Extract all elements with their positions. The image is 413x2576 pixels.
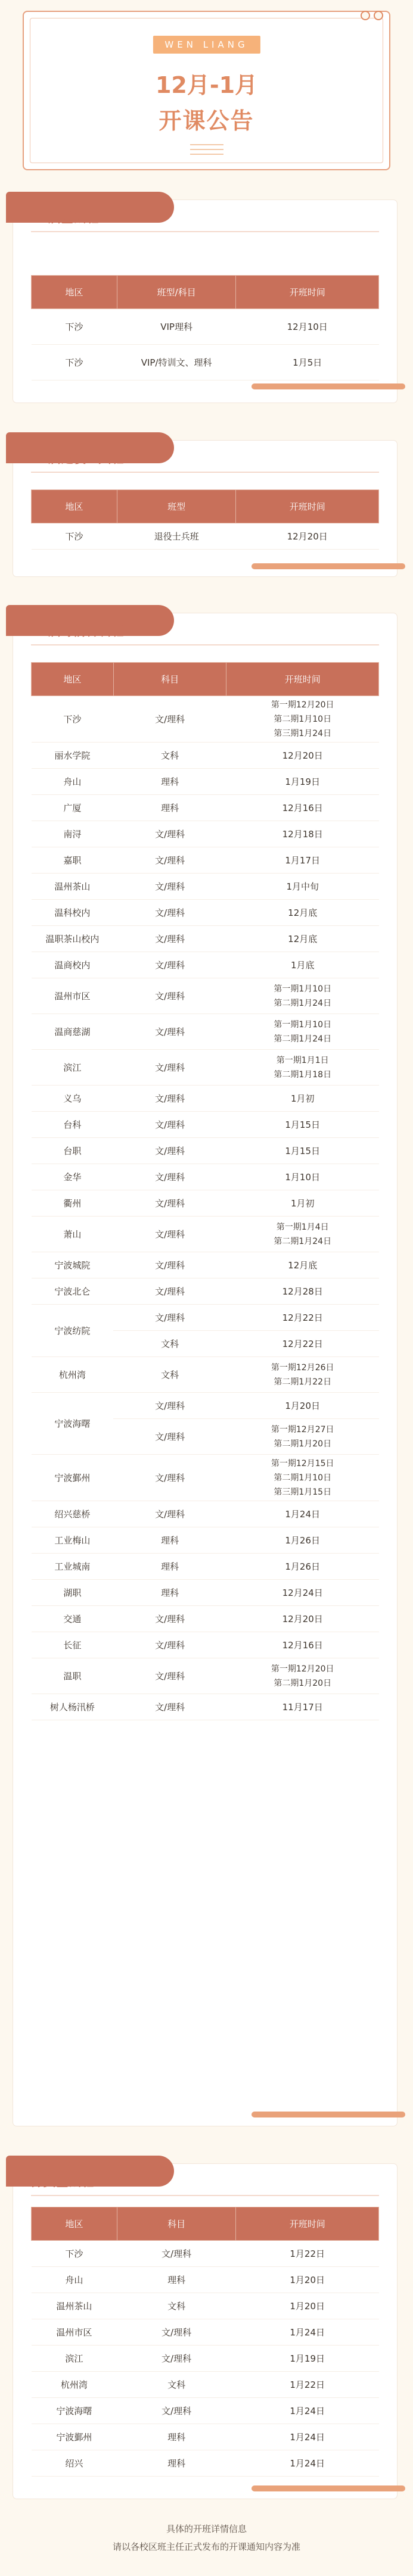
table-row xyxy=(32,2346,379,2372)
area-cell: 萧山 xyxy=(32,1217,114,1252)
area-cell: 下沙 xyxy=(32,696,114,743)
footer-line-1: 具体的开班详情信息 xyxy=(166,2524,247,2534)
area-cell: 丽水学院 xyxy=(32,743,114,769)
section-title: 26届基础班 xyxy=(31,211,99,225)
table-row xyxy=(32,1527,379,1554)
section-divider xyxy=(31,231,379,232)
area-cell: 工业城南 xyxy=(32,1554,114,1580)
date-cell: 1月底 xyxy=(226,952,379,978)
area-cell: 下沙 xyxy=(32,345,117,381)
date-cell: 1月5日 xyxy=(236,345,379,381)
section-divider xyxy=(31,644,379,645)
subject-cell: 文/理科 xyxy=(113,1501,226,1527)
table-header-row xyxy=(32,490,379,523)
area-cell: 宁波北仑 xyxy=(32,1278,114,1305)
section-veteran-26 xyxy=(13,441,397,576)
subject-cell: VIP/特训文、理科 xyxy=(117,345,236,381)
date-cell: 12月底 xyxy=(226,900,379,926)
date-cell: 12月18日 xyxy=(226,821,379,847)
section-bar-decoration xyxy=(251,2485,405,2491)
area-cell: 宁波鄞州 xyxy=(32,1455,114,1501)
area-cell: 绍兴 xyxy=(32,2450,117,2477)
table-row xyxy=(32,696,379,743)
footer-note xyxy=(0,2520,413,2556)
column-header: 班型/科目 xyxy=(117,276,236,309)
area-cell: 南浔 xyxy=(32,821,114,847)
table-row xyxy=(32,769,379,795)
column-header: 地区 xyxy=(32,663,114,696)
area-cell: 宁波纺院 xyxy=(32,1305,114,1357)
section-title: 26届退役士兵班 xyxy=(31,451,124,466)
subject-cell: 文/理科 xyxy=(113,1252,226,1278)
table-row xyxy=(32,1190,379,1217)
date-cell: 1月17日 xyxy=(226,847,379,874)
date-cell: 1月初 xyxy=(226,1086,379,1112)
table-row xyxy=(32,2241,379,2267)
area-cell: 滨江 xyxy=(32,2346,117,2372)
subject-cell: 文/理科 xyxy=(113,1694,226,1720)
area-cell: 湖职 xyxy=(32,1580,114,1606)
subject-cell: 文/理科 xyxy=(117,2346,236,2372)
table-row xyxy=(32,900,379,926)
subject-cell: 文/理科 xyxy=(113,1190,226,1217)
subject-cell: 文/理科 xyxy=(113,1014,226,1050)
table-row xyxy=(32,2450,379,2477)
subject-cell: 文/理科 xyxy=(113,847,226,874)
table-header-row xyxy=(32,276,379,309)
subject-cell: 文/理科 xyxy=(113,1217,226,1252)
column-header: 地区 xyxy=(32,276,117,309)
area-cell: 温科校内 xyxy=(32,900,114,926)
subject-cell: 文/理科 xyxy=(113,1455,226,1501)
subject-cell: 文/理科 xyxy=(113,696,226,743)
subject-cell: 文科 xyxy=(113,1357,226,1393)
date-cell: 1月24日 xyxy=(236,2398,379,2424)
section-basic-26 xyxy=(13,200,397,403)
area-cell: 广厦 xyxy=(32,795,114,821)
table-row xyxy=(32,1357,379,1393)
date-cell: 12月22日 xyxy=(226,1305,379,1331)
table-row xyxy=(32,1252,379,1278)
section-bar-decoration xyxy=(251,2112,405,2117)
section-intensive-26 xyxy=(13,613,397,2126)
area-cell: 嘉职 xyxy=(32,847,114,874)
table-row xyxy=(32,2293,379,2319)
subject-cell: 理科 xyxy=(113,1527,226,1554)
table-row xyxy=(32,743,379,769)
subject-cell: 文/理科 xyxy=(113,1138,226,1164)
table-row xyxy=(32,1658,379,1694)
area-cell: 舟山 xyxy=(32,769,114,795)
section-divider xyxy=(31,472,379,473)
table-row xyxy=(32,874,379,900)
table-row xyxy=(32,1501,379,1527)
date-cell: 第一期12月15日 第二期1月10日 第三期1月15日 xyxy=(226,1455,379,1501)
date-cell: 1月24日 xyxy=(226,1501,379,1527)
table-row xyxy=(32,795,379,821)
area-cell: 绍兴慈桥 xyxy=(32,1501,114,1527)
date-cell: 第一期1月10日 第二期1月24日 xyxy=(226,1014,379,1050)
section-foundation xyxy=(13,2164,397,2499)
subject-cell: 文/理科 xyxy=(113,926,226,952)
table-row xyxy=(32,926,379,952)
table-header-row xyxy=(32,2207,379,2241)
subject-cell: 理科 xyxy=(117,2267,236,2293)
table-row xyxy=(32,1138,379,1164)
decorative-lines-icon xyxy=(190,144,223,158)
schedule-table xyxy=(31,489,379,550)
table-row xyxy=(32,1632,379,1658)
date-cell: 12月28日 xyxy=(226,1278,379,1305)
date-cell: 1月20日 xyxy=(236,2293,379,2319)
area-cell: 宁波海曙 xyxy=(32,2398,117,2424)
table-row xyxy=(32,821,379,847)
area-cell: 温职茶山校内 xyxy=(32,926,114,952)
date-cell: 1月22日 xyxy=(236,2241,379,2267)
table-row xyxy=(32,2398,379,2424)
announcement-header xyxy=(23,11,390,170)
table-row xyxy=(32,2372,379,2398)
date-cell: 12月22日 xyxy=(226,1331,379,1357)
subject-cell: 文/理科 xyxy=(113,1305,226,1331)
date-cell: 第一期1月4日 第二期1月24日 xyxy=(226,1217,379,1252)
subject-cell: 理科 xyxy=(113,769,226,795)
table-row xyxy=(32,1050,379,1086)
table-row xyxy=(32,523,379,550)
subject-cell: 退役士兵班 xyxy=(117,523,236,550)
subject-cell: 理科 xyxy=(113,1554,226,1580)
schedule-table xyxy=(31,662,379,1720)
table-row xyxy=(32,1112,379,1138)
subject-cell: 文/理科 xyxy=(113,821,226,847)
subject-cell: 文科 xyxy=(117,2293,236,2319)
table-row xyxy=(32,1305,379,1331)
subject-cell: 文/理科 xyxy=(113,1086,226,1112)
date-cell: 1月24日 xyxy=(236,2319,379,2346)
date-cell: 1月26日 xyxy=(226,1527,379,1554)
date-cell: 1月初 xyxy=(226,1190,379,1217)
date-cell: 12月24日 xyxy=(226,1580,379,1606)
date-cell: 1月19日 xyxy=(236,2346,379,2372)
date-cell: 12月20日 xyxy=(226,743,379,769)
section-divider xyxy=(31,2195,379,2196)
date-cell: 1月20日 xyxy=(226,1393,379,1419)
table-row xyxy=(32,1393,379,1419)
column-header: 科目 xyxy=(117,2207,236,2241)
section-title: 26届考前特训班 xyxy=(31,624,124,638)
area-cell: 工业梅山 xyxy=(32,1527,114,1554)
area-cell: 宁波海曙 xyxy=(32,1393,114,1455)
section-bar-decoration xyxy=(251,563,405,569)
date-cell: 1月15日 xyxy=(226,1138,379,1164)
column-header: 开班时间 xyxy=(226,663,379,696)
column-header: 班型 xyxy=(117,490,236,523)
area-cell: 温州茶山 xyxy=(32,2293,117,2319)
table-row xyxy=(32,1217,379,1252)
area-cell: 温州茶山 xyxy=(32,874,114,900)
page-subtitle: 开课公告 xyxy=(159,108,254,134)
subject-cell: 文科 xyxy=(113,1331,226,1357)
schedule-table xyxy=(31,275,379,381)
table-row xyxy=(32,1014,379,1050)
table-header-row xyxy=(32,663,379,696)
table-row xyxy=(32,1164,379,1190)
subject-cell: 文/理科 xyxy=(117,2398,236,2424)
subject-cell: 理科 xyxy=(113,795,226,821)
date-cell: 第一期12月20日 第二期1月20日 xyxy=(226,1658,379,1694)
subject-cell: 文/理科 xyxy=(113,1393,226,1419)
section-bar-decoration xyxy=(251,383,405,389)
date-cell: 1月15日 xyxy=(226,1112,379,1138)
subject-cell: 文/理科 xyxy=(113,1050,226,1086)
subject-cell: 文/理科 xyxy=(113,874,226,900)
area-cell: 温州市区 xyxy=(32,2319,117,2346)
footer-line-2: 请以各校区班主任正式发布的开课通知内容为准 xyxy=(112,2541,300,2552)
date-cell: 12月20日 xyxy=(236,523,379,550)
table-row xyxy=(32,345,379,381)
column-header: 科目 xyxy=(113,663,226,696)
area-cell: 义乌 xyxy=(32,1086,114,1112)
subject-cell: 文/理科 xyxy=(117,2319,236,2346)
date-cell: 1月19日 xyxy=(226,769,379,795)
area-cell: 温州市区 xyxy=(32,978,114,1014)
date-cell: 第一期12月26日 第二期1月22日 xyxy=(226,1357,379,1393)
date-cell: 1月24日 xyxy=(236,2450,379,2477)
date-cell: 12月20日 xyxy=(226,1606,379,1632)
area-cell: 长征 xyxy=(32,1632,114,1658)
area-cell: 舟山 xyxy=(32,2267,117,2293)
date-cell: 第一期12月20日 第二期1月10日 第三期1月24日 xyxy=(226,696,379,743)
area-cell: 下沙 xyxy=(32,309,117,345)
table-row xyxy=(32,1554,379,1580)
subject-cell: VIP理科 xyxy=(117,309,236,345)
area-cell: 台职 xyxy=(32,1138,114,1164)
area-cell: 下沙 xyxy=(32,523,117,550)
table-row xyxy=(32,1606,379,1632)
column-header: 开班时间 xyxy=(236,2207,379,2241)
date-cell: 12月16日 xyxy=(226,1632,379,1658)
decorative-rings-icon xyxy=(361,11,383,20)
table-row xyxy=(32,1694,379,1720)
subject-cell: 理科 xyxy=(117,2424,236,2450)
table-row xyxy=(32,1086,379,1112)
subject-cell: 理科 xyxy=(113,1580,226,1606)
brand-tag: WEN LIANG xyxy=(153,36,260,54)
table-row xyxy=(32,978,379,1014)
area-cell: 树人杨汛桥 xyxy=(32,1694,114,1720)
subject-cell: 文科 xyxy=(117,2372,236,2398)
area-cell: 金华 xyxy=(32,1164,114,1190)
subject-cell: 文/理科 xyxy=(113,1419,226,1455)
date-cell: 第一期12月27日 第二期1月20日 xyxy=(226,1419,379,1455)
table-row xyxy=(32,952,379,978)
table-row xyxy=(32,847,379,874)
area-cell: 衢州 xyxy=(32,1190,114,1217)
table-row xyxy=(32,2267,379,2293)
date-cell: 12月10日 xyxy=(236,309,379,345)
table-row xyxy=(32,1455,379,1501)
table-row xyxy=(32,2424,379,2450)
date-cell: 11月17日 xyxy=(226,1694,379,1720)
subject-cell: 文科 xyxy=(113,743,226,769)
date-cell: 第一期1月1日 第二期1月18日 xyxy=(226,1050,379,1086)
date-cell: 1月24日 xyxy=(236,2424,379,2450)
date-cell: 1月26日 xyxy=(226,1554,379,1580)
date-cell: 1月10日 xyxy=(226,1164,379,1190)
subject-cell: 文/理科 xyxy=(113,1278,226,1305)
table-row xyxy=(32,1580,379,1606)
area-cell: 交通 xyxy=(32,1606,114,1632)
area-cell: 宁波鄞州 xyxy=(32,2424,117,2450)
date-cell: 12月底 xyxy=(226,1252,379,1278)
subject-cell: 文/理科 xyxy=(113,1632,226,1658)
table-row xyxy=(32,2319,379,2346)
column-header: 地区 xyxy=(32,2207,117,2241)
section-title: 夯实基础班 xyxy=(31,2175,94,2189)
area-cell: 滨江 xyxy=(32,1050,114,1086)
subject-cell: 文/理科 xyxy=(113,1112,226,1138)
subject-cell: 文/理科 xyxy=(113,1606,226,1632)
table-row xyxy=(32,309,379,345)
column-header: 地区 xyxy=(32,490,117,523)
date-cell: 12月底 xyxy=(226,926,379,952)
subject-cell: 文/理科 xyxy=(113,1658,226,1694)
area-cell: 宁波城院 xyxy=(32,1252,114,1278)
subject-cell: 文/理科 xyxy=(113,900,226,926)
column-header: 开班时间 xyxy=(236,276,379,309)
subject-cell: 文/理科 xyxy=(117,2241,236,2267)
date-cell: 1月20日 xyxy=(236,2267,379,2293)
table-row xyxy=(32,1278,379,1305)
subject-cell: 文/理科 xyxy=(113,1164,226,1190)
subject-cell: 文/理科 xyxy=(113,978,226,1014)
subject-cell: 文/理科 xyxy=(113,952,226,978)
date-cell: 第一期1月10日 第二期1月24日 xyxy=(226,978,379,1014)
area-cell: 下沙 xyxy=(32,2241,117,2267)
schedule-table xyxy=(31,2207,379,2477)
area-cell: 台科 xyxy=(32,1112,114,1138)
area-cell: 温商校内 xyxy=(32,952,114,978)
page-title: 12月-1月 xyxy=(155,72,258,98)
area-cell: 杭州湾 xyxy=(32,1357,114,1393)
subject-cell: 理科 xyxy=(117,2450,236,2477)
area-cell: 杭州湾 xyxy=(32,2372,117,2398)
column-header: 开班时间 xyxy=(236,490,379,523)
date-cell: 1月中旬 xyxy=(226,874,379,900)
area-cell: 温职 xyxy=(32,1658,114,1694)
date-cell: 12月16日 xyxy=(226,795,379,821)
date-cell: 1月22日 xyxy=(236,2372,379,2398)
area-cell: 温商慈湖 xyxy=(32,1014,114,1050)
